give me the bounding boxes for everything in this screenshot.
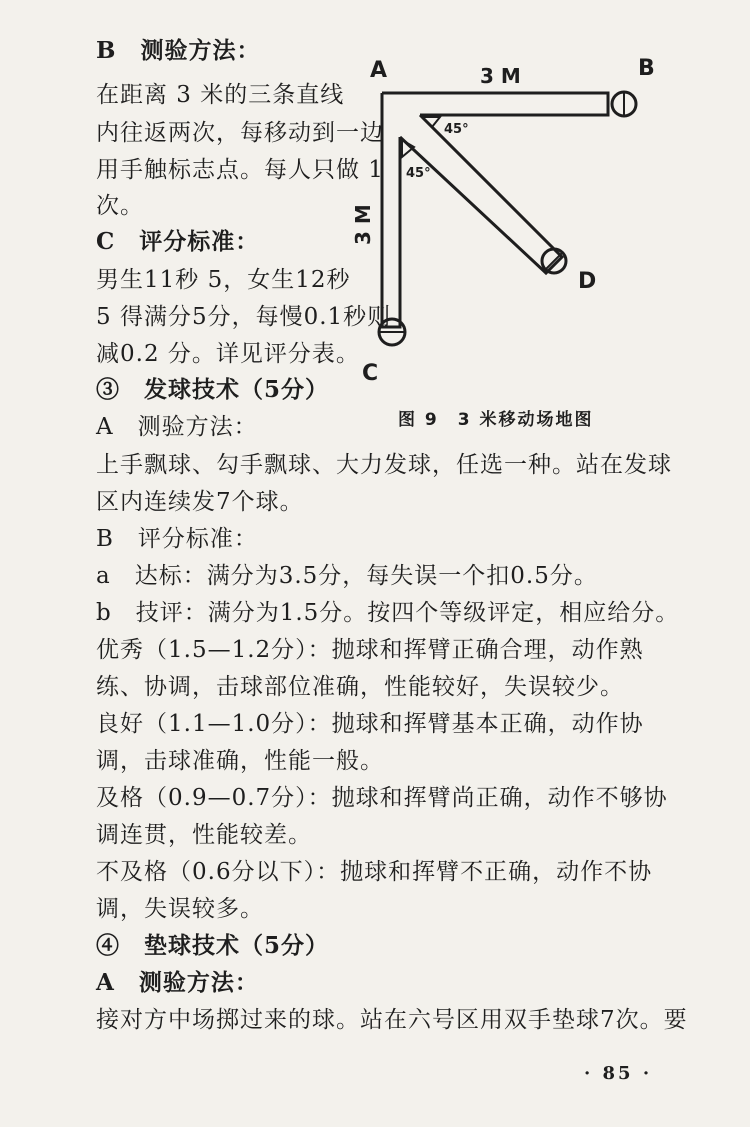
movement-field-diagram [340, 45, 670, 395]
angle-mark [422, 117, 440, 127]
paragraph-line: 5 得满分5分，每慢0.1秒则 [96, 304, 392, 330]
paragraph-line: 优秀（1.5—1.2分）：抛球和挥臂正确合理，动作熟 [96, 637, 644, 663]
dig-section-heading: ④ 垫球技术（5分） [96, 932, 330, 959]
marker-d-line [545, 252, 563, 270]
method-heading: A 测验方法： [96, 969, 259, 996]
paragraph-line: 及格（0.9—0.7分）：抛球和挥臂尚正确，动作不够协 [96, 785, 668, 811]
distance-label-top: 3 M [480, 64, 521, 88]
label-b: B [638, 56, 655, 81]
method-heading: A 测验方法： [96, 414, 258, 440]
paragraph-line: a 达标：满分为3.5分，每失误一个扣0.5分。 [96, 563, 598, 589]
page-number: · 85 · [584, 1063, 653, 1084]
corridor-to-c [382, 93, 400, 327]
serve-section-heading: ③ 发球技术（5分） [96, 376, 330, 403]
section-b-heading: B 测验方法： [96, 37, 261, 64]
criteria-heading: B 评分标准： [96, 526, 258, 552]
paragraph-line: 不及格（0.6分以下）：抛球和挥臂不正确，动作不协 [96, 859, 653, 885]
paragraph-line: 男生11秒 5，女生12秒 [96, 267, 351, 293]
label-a: A [370, 58, 388, 83]
paragraph-line: 良好（1.1—1.0分）：抛球和挥臂基本正确，动作协 [96, 711, 644, 737]
paragraph-line: 接对方中场掷过来的球。站在六号区用双手垫球7次。要 [96, 1007, 688, 1033]
paragraph-line: 上手飘球、勾手飘球、大力发球，任选一种。站在发球 [96, 452, 672, 478]
paragraph-line: 内往返两次，每移动到一边 [96, 120, 384, 146]
paragraph-line: b 技评：满分为1.5分。按四个等级评定，相应给分。 [96, 600, 680, 626]
paragraph-line: 调，失误较多。 [96, 896, 264, 922]
paragraph-line: 次。 [96, 193, 144, 219]
paragraph-line: 减0.2 分。详见评分表。 [96, 341, 360, 367]
paragraph-line: 用手触标志点。每人只做 1 [96, 157, 384, 183]
figure-caption: 图 9 3 米移动场地图 [398, 410, 594, 430]
corridor-to-b [382, 93, 608, 115]
angle-label-2: 45° [406, 166, 431, 181]
label-d: D [578, 269, 597, 294]
label-c: C [362, 361, 379, 386]
paragraph-line: 调连贯，性能较差。 [96, 822, 312, 848]
paragraph-line: 区内连续发7个球。 [96, 489, 304, 515]
paragraph-line: 在距离 3 米的三条直线 [96, 82, 345, 108]
corridor-to-d [400, 115, 562, 273]
paragraph-line: 练、协调，击球部位准确，性能较好，失误较少。 [96, 674, 624, 700]
distance-label-left: 3 M [351, 204, 375, 245]
angle-label-1: 45° [444, 122, 469, 137]
paragraph-line: 调，击球准确，性能一般。 [96, 748, 384, 774]
section-c-heading: C 评分标准： [96, 228, 260, 255]
